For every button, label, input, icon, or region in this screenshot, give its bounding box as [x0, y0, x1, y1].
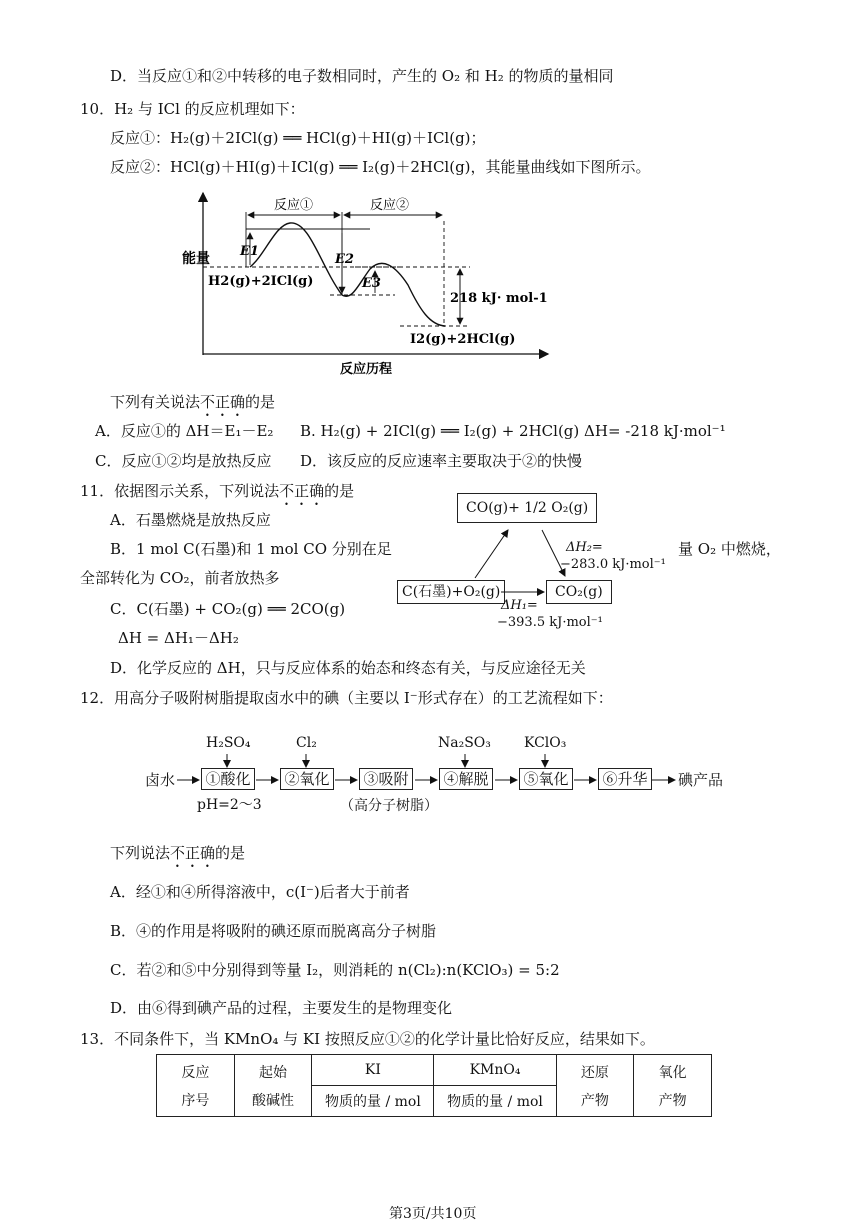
q11-option-c-line1: C．C(石墨) + CO₂(g) ══ 2CO(g)	[110, 600, 346, 618]
e1-label: E1	[240, 244, 259, 259]
y-axis-label: 能量	[182, 251, 210, 267]
dh-label: 218 kJ· mol-1	[450, 291, 548, 306]
q11-option-b-line1-end: 量 O₂ 中燃烧，	[678, 540, 781, 558]
reagent-cl2: Cl₂	[296, 735, 317, 751]
e3-label: E3	[362, 276, 381, 291]
dh2-label: ΔH₂=	[566, 540, 603, 555]
q10-option-c: C．反应①②均是放热反应	[95, 452, 272, 470]
ph-note: pH=2～3	[197, 797, 262, 813]
header-ki: KI	[312, 1055, 434, 1086]
q10-energy-diagram	[170, 185, 560, 380]
reagent-na2so3: Na₂SO₃	[438, 735, 491, 751]
q11-stem: 11．依据图示关系，下列说法不正确的是	[80, 482, 355, 500]
q12-option-b: B．④的作用是将吸附的碘还原而脱离高分子树脂	[110, 922, 437, 940]
q10-option-d: D．该反应的反应速率主要取决于②的快慢	[300, 452, 583, 470]
step-acidify: ①酸化	[201, 768, 255, 790]
header-kmno4: KMnO₄	[434, 1055, 556, 1086]
q10-reaction-2: 反应②：HCl(g)＋HI(g)＋ICl(g) ══ I₂(g)＋2HCl(g)，其能量曲线如下图所示。	[110, 158, 651, 176]
q12-option-a: A．经①和④所得溶液中，c(I⁻)后者大于前者	[110, 883, 410, 901]
q11-option-b-line1: B．1 mol C(石墨)和 1 mol CO 分别在足	[110, 540, 392, 558]
q11-option-c-line2: ΔH = ΔH₁－ΔH₂	[118, 629, 239, 647]
q12-option-c: C．若②和⑤中分别得到等量 I₂，则消耗的 n(Cl₂):n(KClO₃) = 5:2	[110, 961, 560, 979]
header-reaction-no: 反应 序号	[157, 1055, 235, 1117]
x-axis-label: 反应历程	[340, 362, 393, 377]
q10-stem: 10．H₂ 与 ICl 的反应机理如下：	[80, 100, 305, 118]
step-adsorb: ③吸附	[359, 768, 413, 790]
reagent-h2so4: H₂SO₄	[206, 735, 251, 751]
q12-stem: 12．用高分子吸附树脂提取卤水中的碘（主要以 I⁻形式存在）的工艺流程如下：	[80, 689, 613, 707]
header-reduction-product: 还原 产物	[556, 1055, 634, 1117]
end-species-label: I2(g)+2HCl(g)	[410, 332, 516, 347]
q12-question: 下列说法不正确的是	[110, 844, 246, 862]
q12-flow-arrows	[175, 752, 685, 792]
header-acidity: 起始 酸碱性	[234, 1055, 312, 1117]
q13-stem: 13．不同条件下，当 KMnO₄ 与 KI 按照反应①②的化学计量比恰好反应，结果如下。	[80, 1030, 655, 1048]
dh2-value: −283.0 kJ·mol⁻¹	[560, 557, 666, 572]
q13-table	[156, 1054, 712, 1117]
dh1-value: −393.5 kJ·mol⁻¹	[497, 615, 603, 630]
graphite-o2-box: C(石墨)+O₂(g)	[397, 580, 505, 604]
flow-start: 卤水	[145, 771, 176, 789]
start-species-label: H2(g)+2ICl(g)	[208, 274, 314, 289]
co-o2-box: CO(g)+ 1/2 O₂(g)	[457, 493, 597, 523]
q10-option-a: A．反应①的 ΔH＝E₁－E₂	[95, 422, 274, 440]
q11-option-d: D．化学反应的 ΔH，只与反应体系的始态和终态有关，与反应途径无关	[110, 659, 586, 677]
step-sublimate: ⑥升华	[598, 768, 652, 790]
flow-end: 碘产品	[678, 771, 724, 789]
header-kmno4-amount: 物质的量 / mol	[434, 1086, 556, 1117]
q10-option-b: B. H₂(g) + 2ICl(g) ══ I₂(g) + 2HCl(g) ΔH= -218 kJ·mol⁻¹	[300, 422, 726, 440]
step-oxidize-2: ⑤氧化	[519, 768, 573, 790]
reaction-1-label: 反应①	[274, 198, 314, 213]
q11-option-a: A．石墨燃烧是放热反应	[110, 511, 271, 529]
q12-option-d: D．由⑥得到碘产品的过程，主要发生的是物理变化	[110, 999, 453, 1017]
q10-question: 下列有关说法不正确的是	[110, 393, 276, 411]
step-oxidize-1: ②氧化	[280, 768, 334, 790]
q11-option-b-line2: 全部转化为 CO₂，前者放热多	[80, 569, 280, 587]
e2-label: E2	[335, 252, 354, 267]
page-footer: 第3页/共10页	[389, 1206, 477, 1222]
q9-option-d: D．当反应①和②中转移的电子数相同时，产生的 O₂ 和 H₂ 的物质的量相同	[110, 67, 614, 85]
dh1-label: ΔH₁=	[501, 598, 538, 613]
co2-box: CO₂(g)	[546, 580, 612, 604]
reagent-kclo3: KClO₃	[524, 735, 567, 751]
header-oxidation-product: 氧化 产物	[634, 1055, 712, 1117]
header-ki-amount: 物质的量 / mol	[312, 1086, 434, 1117]
reaction-2-label: 反应②	[370, 198, 410, 213]
step-desorb: ④解脱	[439, 768, 493, 790]
q10-reaction-1: 反应①：H₂(g)＋2ICl(g) ══ HCl(g)＋HI(g)＋ICl(g)；	[110, 129, 486, 147]
resin-note: （高分子树脂）	[340, 798, 438, 814]
